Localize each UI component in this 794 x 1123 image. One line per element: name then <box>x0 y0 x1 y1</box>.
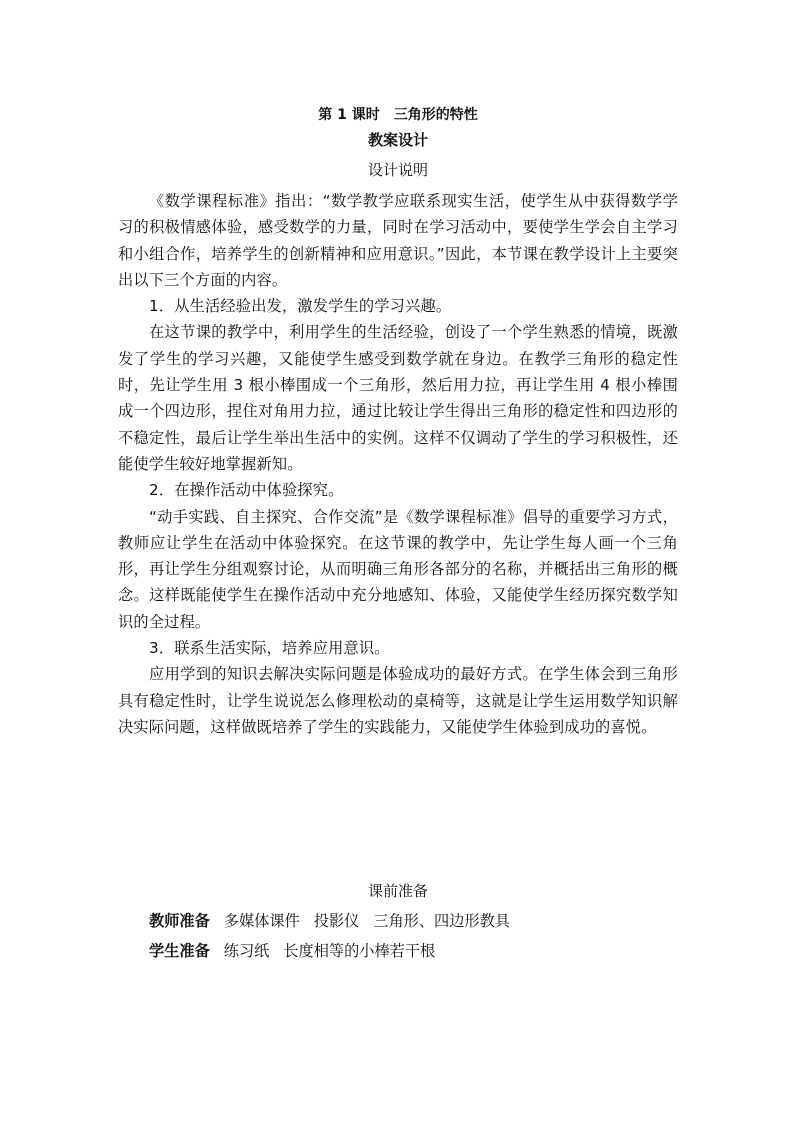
prep-heading: 课前准备 <box>367 882 428 900</box>
lesson-title <box>118 104 678 126</box>
lesson-number: 第 1 课时 <box>318 107 380 123</box>
teacher-prep-line <box>149 908 510 934</box>
design-notes <box>118 188 678 740</box>
teacher-prep-item: 投影仪 <box>313 912 360 930</box>
point-2-heading: 2．在操作活动中体验探究。 <box>149 481 344 500</box>
student-prep-label: 学生准备 <box>149 942 210 960</box>
point-2-paragraph: “动手实践、自主探究、合作交流”是《数学课程标准》倡导的重要学习方式，教师应让学生在活动中体验探究。在这节课的教学中，先让学生每人画一个三角形，再让学生分组观察讨论，从而明确三角形各部分的名称，并概括出三角形的概念。这样既能使学生在操作活动中充分地感知、体验，又能使学生经历探究数学知识的全过程。 <box>118 507 678 631</box>
subsection-heading: 设计说明 <box>367 161 428 179</box>
point-3-paragraph: 应用学到的知识去解决实际问题是体验成功的最好方式。在学生体会到三角形具有稳定性时，让学生说说怎么修理松动的桌椅等，这就是让学生运用数学知识解决实际问题，这样做既培养了学生的实践能力，又能使学生体验到成功的喜悦。 <box>118 665 678 736</box>
lesson-topic: 三角形的特性 <box>393 107 478 123</box>
intro-paragraph: 《数学课程标准》指出：“数学教学应联系现实生活，使学生从中获得数学学习的积极情感体验，感受数学的力量，同时在学习活动中，要使学生学会自主学习和小组合作，培养学生的创新精神和应用意识。”因此，本节课在教学设计上主要突出以下三个方面的内容。 <box>118 192 678 289</box>
student-prep-line <box>149 938 435 964</box>
student-prep-item: 练习纸 <box>223 942 270 960</box>
teacher-prep-label: 教师准备 <box>149 912 210 930</box>
student-prep-item: 长度相等的小棒若干根 <box>283 942 436 960</box>
teacher-prep-item: 三角形、四边形教具 <box>373 912 510 930</box>
section-heading: 教案设计 <box>367 131 428 149</box>
teacher-prep-item: 多媒体课件 <box>223 912 300 930</box>
point-1-heading: 1．从生活经验出发，激发学生的学习兴趣。 <box>149 297 452 316</box>
point-1-paragraph: 在这节课的教学中，利用学生的生活经验，创设了一个学生熟悉的情境，既激发了学生的学习兴趣，又能使学生感受到数学就在身边。在教学三角形的稳定性时，先让学生用 3 根小棒围成一个三角形，然后用力拉，再让学生用 4 根小棒围成一个四边形，捏住对角用力拉，通过比较让学生得出三角形的稳定性和四边形的不稳定性，最后让学生举出生活中的实例。这样不仅调动了学生的学习积极性，还能使学生较好地掌握新知。 <box>118 323 678 473</box>
point-3-heading: 3．联系生活实际，培养应用意识。 <box>149 639 390 658</box>
